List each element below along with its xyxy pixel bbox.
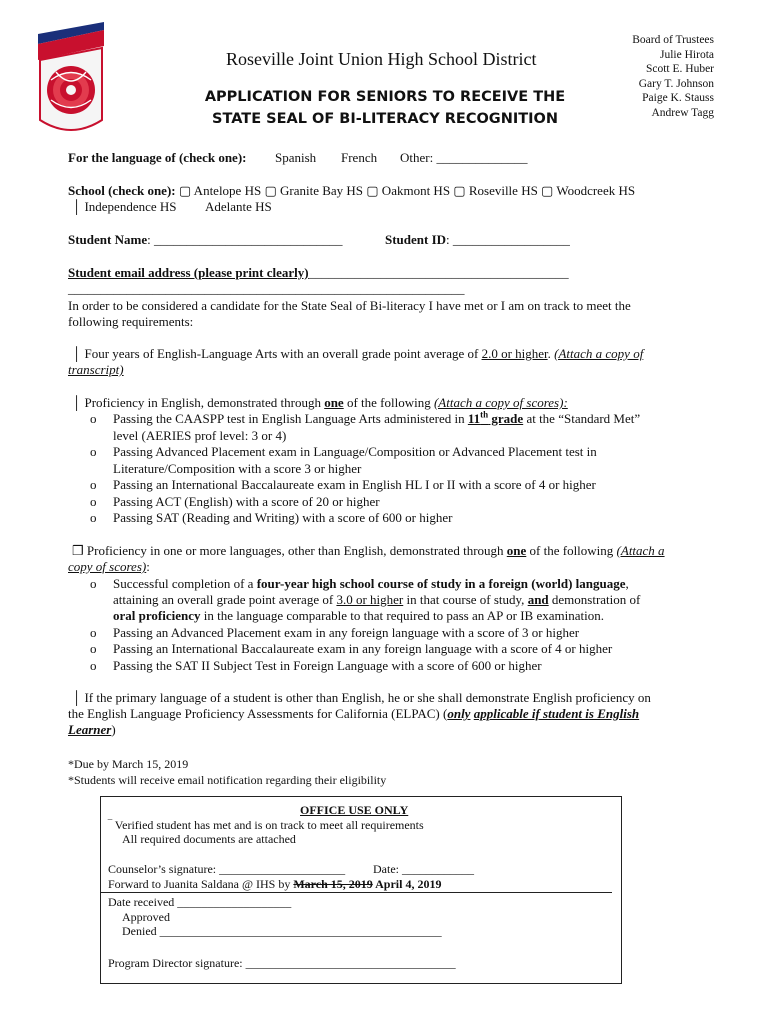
list-item: Passing an Advanced Placement exam in any foreign language with a score of 3 or higher <box>113 625 580 640</box>
divider <box>100 892 612 893</box>
due-date-note: *Due by March 15, 2019 <box>68 757 189 771</box>
punct: ) <box>111 722 116 737</box>
list-item-cont <box>113 608 604 624</box>
req-text: . <box>547 346 555 361</box>
language-row <box>68 150 246 166</box>
district-logo <box>36 20 106 135</box>
office-use-title: OFFICE USE ONLY <box>300 803 409 817</box>
requirement-ela[interactable] <box>72 346 643 362</box>
req-text: │ Proficiency in English, demonstrated through <box>72 395 325 410</box>
school-options[interactable]: ▢ Antelope HS ▢ Granite Bay HS ▢ Oakmont HS ▢ Roseville HS ▢ Woodcreek HS <box>178 183 636 198</box>
emphasis-one: one <box>324 395 344 410</box>
language-french[interactable]: French <box>341 150 378 165</box>
grade-word: grade <box>488 411 524 426</box>
elpac-line-2 <box>68 706 639 722</box>
req-text: ❒ Proficiency in one or more languages, other than English, demonstrated through <box>72 543 507 558</box>
list-item <box>113 411 640 427</box>
bullet: o <box>90 658 97 673</box>
requirement-english-proficiency[interactable] <box>72 395 568 411</box>
emphasis: applicable if student is English <box>473 706 640 721</box>
application-title <box>200 86 570 130</box>
requirement-elpac[interactable]: │ If the primary language of a student is other than English, he or she shall demonstrate English proficiency on <box>72 690 651 705</box>
emphasis: only <box>447 706 471 721</box>
counselor-date-field[interactable]: Date: ____________ <box>373 862 474 876</box>
counselor-signature-field[interactable]: Counselor’s signature: _____________________ <box>108 862 346 876</box>
item-text: Passing the CAASPP test in English Language Arts administered in <box>113 411 468 426</box>
trustee-name: Gary T. Johnson <box>638 77 714 90</box>
item-text: Successful completion of a <box>113 576 257 591</box>
item-text: at the “Standard Met” <box>523 411 641 426</box>
list-item <box>113 576 629 592</box>
punct: : <box>146 559 150 574</box>
emphasis: and <box>527 592 549 607</box>
board-of-trustees <box>560 33 714 120</box>
bullet: o <box>90 641 97 656</box>
attach-note: (Attach a copy of <box>554 346 644 361</box>
trustee-name: Scott E. Huber <box>645 63 714 75</box>
gpa-requirement: 3.0 or higher <box>336 592 404 607</box>
student-email-field[interactable]: ________________________________________ <box>308 265 569 280</box>
bullet: o <box>90 477 97 492</box>
emphasis: Learner <box>68 722 112 737</box>
emphasis: four-year high school course of study in a foreign (world) language <box>256 576 626 591</box>
school-label: School (check one): <box>68 183 176 198</box>
gpa-requirement: 2.0 or higher <box>481 346 548 361</box>
district-name: Roseville Joint Union High School District <box>226 49 537 69</box>
emphasis-one: one <box>506 543 527 558</box>
bullet: o <box>90 625 97 640</box>
list-item: Passing an International Baccalaureate exam in English HL I or II with a score of 4 or higher <box>113 477 596 492</box>
student-email-row <box>68 265 569 281</box>
list-item-cont <box>113 592 640 608</box>
trustee-name: Julie Hirota <box>660 48 714 61</box>
intro-line-2: following requirements: <box>68 314 194 329</box>
title-line-1: APPLICATION FOR SENIORS TO RECEIVE THE <box>204 89 566 105</box>
req-text: the English Language Proficiency Assessments for California (ELPAC) ( <box>68 706 448 721</box>
approved-option[interactable]: Approved <box>122 910 170 924</box>
title-line-2: STATE SEAL OF BI-LITERACY RECOGNITION <box>212 111 558 127</box>
date-received-field[interactable]: Date received ___________________ <box>108 895 292 909</box>
list-item: Passing ACT (English) with a score of 20 or higher <box>113 494 380 509</box>
item-text: attaining an overall grade point average of <box>113 592 337 607</box>
req-text: of the following <box>526 543 617 558</box>
attach-note-cont <box>68 559 150 575</box>
denied-option[interactable]: Denied _______________________________________________ <box>122 924 442 938</box>
forward-instruction <box>108 876 441 892</box>
grade-number: 11 <box>467 411 481 426</box>
list-item: Passing Advanced Placement exam in Language/Composition or Advanced Placement test in <box>113 444 597 459</box>
list-item: Passing an International Baccalaureate exam in any foreign language with a score of 4 or higher <box>113 641 613 656</box>
attach-note: copy of scores) <box>68 559 147 574</box>
bullet: o <box>90 576 97 591</box>
attach-note: (Attach a copy of scores): <box>433 395 568 410</box>
bullet: o <box>90 494 97 509</box>
punct: , <box>625 576 629 591</box>
grade-suffix: th <box>480 409 489 420</box>
program-director-signature-field[interactable]: Program Director signature: ___________________________________ <box>108 956 456 970</box>
req-text: │ Four years of English-Language Arts with an overall grade point average of <box>72 346 482 361</box>
elpac-line-3 <box>68 722 116 738</box>
trustee-name: Paige K. Stauss <box>642 92 714 104</box>
old-deadline: March 15, 2019 <box>293 877 373 891</box>
student-id-label: Student ID <box>385 232 447 247</box>
item-text: demonstration of <box>548 592 641 607</box>
school-independence[interactable]: │ Independence HS <box>72 199 177 214</box>
student-email-field-2[interactable]: _____________________________________________________________ <box>68 281 465 296</box>
list-item-cont: level (AERIES prof level: 3 or 4) <box>113 428 287 443</box>
language-label: For the language of (check one): <box>68 150 247 165</box>
list-item: Passing the SAT II Subject Test in Foreign Language with a score of 600 or higher <box>113 658 542 673</box>
item-text: in the language comparable to that required to pass an AP or IB examination. <box>200 608 604 623</box>
student-id-row <box>385 232 570 248</box>
verified-checkbox[interactable]: ‾ Verified student has met and is on track to meet all requirements <box>108 818 424 832</box>
intro-line-1: In order to be considered a candidate for the State Seal of Bi-literacy I have met or I am on track to meet the <box>68 298 631 313</box>
trustee-name: Andrew Tagg <box>651 106 714 119</box>
new-deadline: April 4, 2019 <box>372 877 442 891</box>
attach-note-cont: transcript) <box>68 362 124 377</box>
item-text: in that course of study, <box>403 592 528 607</box>
student-name-label: Student Name <box>68 232 148 247</box>
bullet: o <box>90 411 97 426</box>
board-heading: Board of Trustees <box>632 34 714 46</box>
school-row <box>68 183 635 199</box>
school-adelante[interactable]: Adelante HS <box>205 199 272 214</box>
list-item: Passing SAT (Reading and Writing) with a score of 600 or higher <box>113 510 453 525</box>
language-other[interactable]: Other: ______________ <box>400 150 528 165</box>
documents-attached: All required documents are attached <box>122 832 296 846</box>
emphasis: oral proficiency <box>113 608 201 623</box>
attach-note: (Attach a <box>616 543 665 558</box>
forward-text: Forward to Juanita Saldana @ IHS by <box>108 877 294 891</box>
requirement-other-language[interactable] <box>72 543 665 559</box>
req-text: of the following <box>343 395 434 410</box>
bullet: o <box>90 444 97 459</box>
student-email-label: Student email address (please print clearly) <box>68 265 309 280</box>
notification-note: *Students will receive email notification regarding their eligibility <box>68 773 387 787</box>
student-name-field[interactable]: : _____________________________ <box>147 232 343 247</box>
student-id-field[interactable]: : __________________ <box>446 232 570 247</box>
language-spanish[interactable]: Spanish <box>275 150 317 165</box>
list-item-cont: Literature/Composition with a score 3 or higher <box>113 461 362 476</box>
bullet: o <box>90 510 97 525</box>
student-name-row <box>68 232 342 248</box>
